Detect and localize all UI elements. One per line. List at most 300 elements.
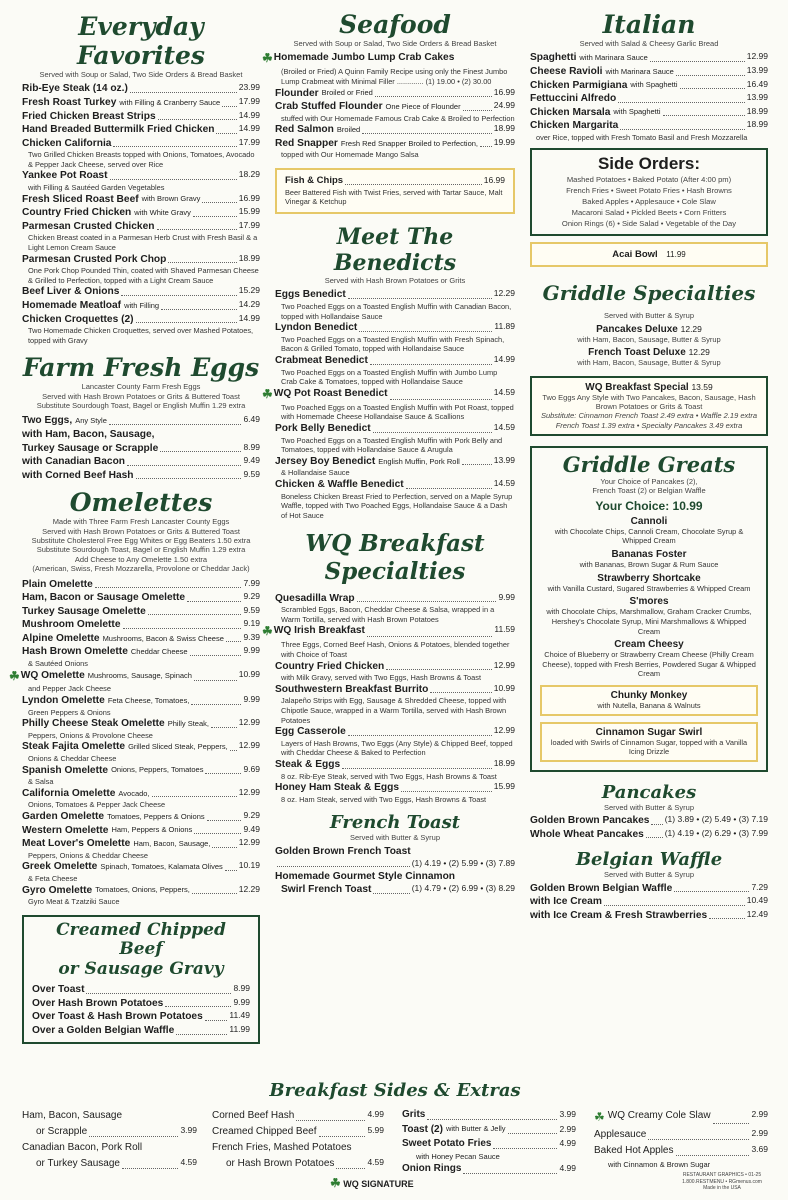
omelette-item-price: 9.99 <box>243 694 260 705</box>
seafood-item-name: Crab Stuffed Flounder <box>275 101 383 113</box>
creamed-item-name: Over a Golden Belgian Waffle <box>32 1025 175 1037</box>
farm-item-name: Turkey Sausage or Scrapple <box>22 442 159 454</box>
side-orders-box <box>530 148 768 236</box>
omelette-item-mod: Ham, Peppers & Onions <box>111 825 193 835</box>
benedict-item-mod: English Muffin, Pork Roll <box>378 456 460 466</box>
benedict-item-name: Crabmeat Benedict <box>275 354 368 366</box>
benedict-item-name: WQ Pot Roast Benedict <box>273 387 388 399</box>
benedict-item-name: Pork Belly Benedict <box>275 422 371 434</box>
seafood-item-mod: Fresh Red Snapper Broiled to Perfection, <box>340 138 479 148</box>
omelette-item-mod: Cheddar Cheese <box>130 647 188 657</box>
benedicts-title: Meet The Benedicts <box>333 223 457 276</box>
sides-item-price: 2.99 <box>559 1123 576 1134</box>
italian-item <box>530 106 768 120</box>
sides-item <box>22 1140 197 1156</box>
dot-leader <box>620 119 744 130</box>
creamed-item-price: 11.49 <box>229 1010 250 1021</box>
dot-leader <box>136 313 237 324</box>
omelette-item-desc: & Feta Cheese <box>28 873 78 883</box>
wqbreakfast-item-name: Country Fried Chicken <box>275 660 385 672</box>
dot-leader <box>462 455 492 466</box>
everyday-item <box>22 253 260 267</box>
french-title: French Toast <box>329 812 461 834</box>
omelette-item-mod: Philly Steak, <box>167 719 209 729</box>
wqbreakfast-item-desc: Three Eggs, Corned Beef Hash, Onions & Potatoes, blended together with Choice of Toast <box>281 640 510 659</box>
pancakes-item1-prices: (1) 3.89 • (2) 5.49 • (3) 7.19 <box>664 814 768 825</box>
creamed-item-name: Over Hash Brown Potatoes <box>32 997 164 1009</box>
griddle-greats-item-desc: with Vanilla Custard, Sugared Strawberries & Whipped Cream <box>547 583 751 593</box>
sides-col2 <box>212 1108 384 1172</box>
everyday-item-mod: with Filling <box>124 300 160 310</box>
dot-leader <box>319 1124 366 1137</box>
wqbreakfast-item <box>275 660 515 674</box>
wqbreakfast-item-price: 10.99 <box>493 682 515 693</box>
everyday-item <box>22 96 260 110</box>
dot-leader <box>161 299 237 310</box>
dot-leader <box>430 683 491 694</box>
farm-item <box>22 455 260 469</box>
pancakes-deluxe-desc: with Ham, Bacon, Sausage, Butter & Syrup <box>577 334 721 344</box>
everyday-item-price: 17.99 <box>238 219 260 230</box>
wqbreakfast-item-name: Southwestern Breakfast Burrito <box>275 683 429 695</box>
fish-price: 16.99 <box>483 175 505 186</box>
omelette-item-name: Greek Omelette <box>22 861 98 873</box>
omelette-item-mod: Tomatoes, Peppers & Onions <box>107 811 205 821</box>
french-item1 <box>275 845 515 859</box>
everyday-item-mod: with Brown Gravy <box>141 194 201 204</box>
everyday-item-desc: Two Homemade Chicken Croquettes, served over Mashed Potatoes, topped with Gravy <box>28 326 254 345</box>
sides-item-name: with Cinnamon & Brown Sugar <box>608 1160 711 1170</box>
everyday-item-name: Chicken Croquettes (2) <box>22 313 134 325</box>
sides-item-price: 3.69 <box>751 1144 768 1155</box>
dot-leader <box>225 860 237 871</box>
sides-item-name: Onion Rings <box>402 1163 462 1175</box>
omelette-item-name: Gyro Omelette <box>22 884 93 896</box>
farm-item-name: Two Eggs, <box>22 415 73 427</box>
omelette-item <box>22 645 260 659</box>
omelette-item <box>9 668 260 685</box>
fish-item <box>285 175 505 188</box>
side-orders-line: Mashed Potatoes • Baked Potato (After 4:00 pm) <box>566 175 732 185</box>
french-item2-prices: (1) 4.79 • (2) 6.99 • (3) 8.29 <box>411 883 515 894</box>
margarita-desc: over Rice, topped with Fresh Tomato Basil and Fresh Mozzarella <box>536 132 748 142</box>
belgian-item <box>530 909 768 923</box>
everyday-item-price: 15.99 <box>238 206 260 217</box>
dot-leader <box>160 442 241 453</box>
dot-leader <box>168 253 236 264</box>
french-deluxe <box>530 347 768 358</box>
omelettes-sub-line: Add Cheese to Any Omelette 1.50 extra <box>74 554 208 564</box>
omelette-item <box>22 810 260 824</box>
dot-leader <box>373 422 492 433</box>
wqbreakfast-item-desc: 8 oz. Rib-Eye Steak, served with Two Eggs, Hash Browns & Toast <box>281 771 497 781</box>
seafood-item-name: Homemade Jumbo Lump Crab Cakes <box>273 52 455 64</box>
dot-leader <box>127 455 241 466</box>
sides-item <box>594 1108 768 1127</box>
sides-title: Breakfast Sides & Extras <box>269 1080 521 1101</box>
omelette-item-price: 12.99 <box>238 786 260 797</box>
dot-leader <box>713 1108 750 1124</box>
belgian-item-name: with Ice Cream <box>530 896 602 908</box>
farm-item <box>22 469 260 483</box>
dot-leader <box>618 92 744 103</box>
wqbreakfast-item <box>275 683 515 697</box>
benedict-item-price: 14.99 <box>493 353 515 364</box>
pancakes-deluxe-name: Pancakes Deluxe <box>596 323 678 335</box>
dot-leader <box>158 110 237 121</box>
omelette-item <box>22 787 260 801</box>
benedict-item <box>275 478 515 492</box>
seafood-item-desc: topped with Our Homemade Mango Salsa <box>281 150 419 160</box>
sides-item-price: 5.99 <box>367 1125 384 1135</box>
pancakes-title: Pancakes <box>601 781 697 803</box>
omelette-item-price: 7.99 <box>243 577 260 588</box>
signature-text: WQ SIGNATURE <box>343 1179 414 1189</box>
sides-item-mod: with Butter & Jelly <box>445 1124 506 1134</box>
omelette-item-price: 9.19 <box>243 618 260 629</box>
omelette-item-desc: Green Peppers & Onions <box>28 707 111 717</box>
omelette-item-price: 9.59 <box>243 604 260 615</box>
everyday-item-name: Country Fried Chicken <box>22 207 132 219</box>
omelette-item-price: 9.69 <box>243 763 260 774</box>
omelette-item-price: 9.49 <box>243 823 260 834</box>
side-orders-line: French Fries • Sweet Potato Fries • Hash Browns <box>566 186 732 196</box>
omelette-item-name: Spanish Omelette <box>22 764 109 776</box>
side-orders-lines <box>538 174 760 229</box>
column-right <box>530 0 768 922</box>
dot-leader <box>86 983 231 994</box>
seafood-item-name: Flounder <box>275 87 319 99</box>
omelette-item <box>22 618 260 632</box>
omelettes-list <box>9 577 260 907</box>
sides-item-price: 3.99 <box>180 1125 197 1135</box>
everyday-item-desc: One Pork Chop Pounded Thin, coated with Shaved Parmesan Cheese & Grilled to Perfection, topped with a Light Cream Sauce <box>28 266 259 285</box>
chunky-desc: with Nutella, Banana & Walnuts <box>597 701 701 710</box>
omelette-item-name: Western Omelette <box>22 824 109 836</box>
signature-legend <box>330 1176 414 1190</box>
wqbreakfast-item-price: 18.99 <box>493 758 515 769</box>
everyday-item-mod: with Filling & Cranberry Sauce <box>119 97 221 107</box>
omelettes-sub-line: Served with Hash Brown Potatoes or Grits & Buttered Toast <box>42 526 240 536</box>
creamed-item-name: Over Toast <box>32 984 85 996</box>
omelettes-sub-line: Made with Three Farm Fresh Lancaster County Eggs <box>52 517 230 527</box>
dot-leader <box>493 1137 557 1149</box>
creamed-title1: Creamed Chipped Beef <box>56 919 226 960</box>
sides-item-price: 2.99 <box>751 1128 768 1139</box>
omelette-item-desc: Peppers, Onions & Provolone Cheese <box>28 730 153 740</box>
omelette-item <box>22 764 260 778</box>
cinnamon-box <box>540 722 758 762</box>
sides-item-name: Applesauce <box>594 1129 647 1141</box>
omelette-item-name: Turkey Sausage Omelette <box>22 605 146 617</box>
griddle-greats-sub1: Your Choice of Pancakes (2), <box>600 477 698 486</box>
everyday-item-name: Fresh Sliced Roast Beef <box>22 193 139 205</box>
dot-leader <box>109 414 242 425</box>
omelette-item-name: California Omelette <box>22 787 116 799</box>
farm-sub3: Substitute Sourdough Toast, Bagel or English Muffin 1.29 extra <box>36 401 246 411</box>
everyday-item <box>22 220 260 234</box>
omelette-item <box>22 860 260 874</box>
italian-item-price: 16.49 <box>746 78 768 89</box>
italian-item-name: Cheese Ravioli <box>530 65 603 77</box>
dot-leader <box>110 169 237 180</box>
italian-item <box>530 79 768 93</box>
griddle-greats-choice: Your Choice: 10.99 <box>595 498 703 513</box>
creamed-item-price: 11.99 <box>229 1024 250 1035</box>
dot-leader <box>121 285 236 296</box>
dot-leader <box>165 997 231 1008</box>
everyday-item-price: 14.99 <box>238 109 260 120</box>
dot-leader <box>296 1108 365 1121</box>
seafood-title: Seafood <box>339 10 451 39</box>
omelette-item-name: Plain Omelette <box>22 578 93 590</box>
griddle-greats-item-name: Bananas Foster <box>611 549 687 560</box>
everyday-item <box>22 313 260 327</box>
farm-sub1: Lancaster County Farm Fresh Eggs <box>81 382 201 392</box>
dot-leader <box>390 387 492 400</box>
everyday-item-desc: Two Grilled Chicken Breasts topped with Onions, Tomatoes, Avocado & Pepper Jack Cheese, served over Rice <box>28 150 255 169</box>
griddle-greats-item-desc: with Bananas, Brown Sugar & Rum Sauce <box>579 560 719 569</box>
everyday-item-mod: with White Gravy <box>134 207 191 217</box>
benedict-item-desc: Two Poached Eggs on a Toasted English Muffin with Pork Belly and Tomatoes, topped with Hollandaise Sauce & Arugula <box>281 435 503 455</box>
everyday-item <box>22 110 260 124</box>
dot-leader <box>357 592 497 603</box>
french-sub: Served with Butter & Syrup <box>349 833 441 843</box>
italian-item-name: Fettuccini Alfredo <box>530 93 617 105</box>
omelette-item <box>22 837 260 851</box>
italian-item-price: 18.99 <box>746 105 768 116</box>
wqbreakfast-item <box>262 624 515 640</box>
dot-leader <box>123 618 242 629</box>
creamed-item <box>32 1010 250 1024</box>
everyday-item-price: 18.29 <box>238 169 260 180</box>
wqbreakfast-item-desc: 8 oz. Ham Steak, served with Two Eggs, Hash Browns & Toast <box>281 794 487 804</box>
griddle-greats-sub2: French Toast (2) or Belgian Waffle <box>592 486 706 496</box>
sides-item <box>402 1123 576 1138</box>
italian-item-price: 13.99 <box>746 92 768 103</box>
sides-item-name: or Scrapple <box>36 1126 88 1137</box>
dot-leader <box>190 645 242 656</box>
wqbreakfast-item <box>275 758 515 772</box>
cinnamon-desc: loaded with Swirls of Cinnamon Sugar, topped with a Vanilla Icing Drizzle <box>550 737 748 757</box>
italian-item-price: 13.99 <box>746 64 768 75</box>
side-orders-line: Macaroni Salad • Pickled Beets • Corn Fritters <box>571 208 727 218</box>
seafood-item-price: 18.99 <box>493 123 515 134</box>
dot-leader <box>176 1024 227 1035</box>
griddle-greats-title: Griddle Greats <box>562 452 736 477</box>
wqbreakfast-item-price: 11.59 <box>494 624 515 635</box>
everyday-item-name: Beef Liver & Onions <box>22 286 120 298</box>
farm-item-name: with Ham, Bacon, Sausage, <box>22 429 155 440</box>
seafood-item <box>275 87 515 101</box>
sides-col4 <box>594 1108 768 1171</box>
wqbreakfast-item-price: 15.99 <box>493 781 515 792</box>
everyday-item <box>22 193 260 207</box>
acai-box <box>530 242 768 267</box>
omelettes-sub-line: (American, Swiss, Fresh Mozzarella, Provolone or Cheddar Jack) <box>32 564 250 574</box>
acai-name: Acai Bowl <box>612 249 658 261</box>
side-orders-title: Side Orders: <box>597 154 701 174</box>
sides-item-name: Ham, Bacon, Sausage <box>22 1110 123 1121</box>
sides-item-price: 4.99 <box>559 1138 576 1148</box>
dot-leader <box>401 781 492 792</box>
wqbreakfast-item-name: Honey Ham Steak & Eggs <box>275 782 399 794</box>
sides-item-name: Toast (2) <box>402 1123 443 1135</box>
omelette-item-name: Hash Brown Omelette <box>22 646 128 658</box>
sides-item-name: Creamed Chipped Beef <box>212 1126 317 1137</box>
wqbreakfast-item-price: 12.99 <box>493 725 515 736</box>
omelette-item <box>22 824 260 838</box>
everyday-item-name: Yankee Pot Roast <box>22 170 108 182</box>
pancakes-item1 <box>530 814 768 828</box>
belgian-item-price: 7.29 <box>751 881 768 892</box>
omelette-item-name: Lyndon Omelette <box>22 695 105 707</box>
seafood-item-price: 24.99 <box>493 100 515 111</box>
french-deluxe-price: 12.29 <box>688 347 710 358</box>
griddle-greats-item-desc: with Chocolate Chips, Cannoli Cream, Chocolate Syrup & Whipped Cream <box>554 526 744 546</box>
wq-special-desc: Two Eggs Any Style with Two Pancakes, Bacon, Sausage, Hash Brown Potatoes or Grits & Toast <box>542 392 756 411</box>
wq-special-box <box>530 376 768 437</box>
dot-leader <box>680 79 745 90</box>
dot-leader <box>406 478 492 489</box>
farm-item-name: with Canadian Bacon <box>22 456 126 468</box>
benedict-item-name: Jersey Boy Benedict <box>275 455 376 467</box>
italian-list <box>530 51 768 132</box>
shamrock-icon: ☘ <box>9 668 20 683</box>
griddle-greats-box <box>530 446 768 772</box>
everyday-item <box>22 206 260 220</box>
dot-leader <box>202 193 236 204</box>
sides-item <box>22 1156 197 1172</box>
sides-item-name: Baked Hot Apples <box>594 1145 674 1157</box>
italian-item-mod: with Marinara Sauce <box>579 53 648 63</box>
benedict-item-name: Chicken & Waffle Benedict <box>275 478 404 490</box>
omelette-item-mod: Tomatoes, Onions, Peppers, <box>95 885 190 895</box>
pancakes-item2 <box>530 828 768 842</box>
sides-item-name: WQ Creamy Cole Slaw <box>607 1110 711 1121</box>
seafood-sub: Served with Soup or Salad, Two Side Orders & Bread Basket <box>293 39 497 48</box>
farm-list <box>22 414 260 482</box>
shamrock-icon: ☘ <box>262 51 273 66</box>
italian-item-mod: with Spaghetti <box>630 80 678 90</box>
sides-col1 <box>22 1108 197 1172</box>
omelette-item-price: 12.99 <box>238 837 260 848</box>
omelette-item <box>22 740 260 754</box>
omelette-item <box>22 884 260 898</box>
creamed-item-price: 9.99 <box>233 996 250 1007</box>
omelette-item-name: Meat Lover's Omelette <box>22 838 131 850</box>
omelette-item-desc: & Salsa <box>28 777 54 787</box>
sides-item <box>212 1124 384 1140</box>
omelettes-sub-line: Substitute Sourdough Toast, Bagel or English Muffin 1.29 extra <box>36 545 246 555</box>
dot-leader <box>676 65 745 76</box>
everyday-item <box>22 123 260 137</box>
fish-box <box>275 168 515 214</box>
dot-leader <box>211 717 237 728</box>
everyday-item-price: 16.99 <box>238 192 260 203</box>
sides-item-name: Corned Beef Hash <box>212 1110 295 1121</box>
omelette-item-desc: Onions, Tomatoes & Pepper Jack Cheese <box>28 800 166 810</box>
farm-item <box>22 428 260 442</box>
omelette-item <box>22 632 260 646</box>
dot-leader <box>342 758 492 769</box>
benedict-item-name: Eggs Benedict <box>275 289 346 301</box>
fish-name: Fish & Chips <box>285 175 344 187</box>
omelette-item-desc: and Pepper Jack Cheese <box>28 684 111 694</box>
farm-title: Farm Fresh Eggs <box>22 353 260 383</box>
dot-leader <box>187 591 241 602</box>
benedict-item <box>275 321 515 335</box>
benedict-item-desc: Two Poached Eggs on a Toasted English Muffin with Jumbo Lump Crab Cake & Tomatoes, topped with Hollandaise Sauce <box>281 367 498 387</box>
sides-item <box>22 1108 197 1124</box>
benedict-item-desc: Two Poached Eggs on a Toasted English Muffin with Pot Roast, topped with Homemade Cheese Hollandaise Sauce & Scallions <box>281 402 514 422</box>
omelette-item-price: 10.19 <box>238 860 260 871</box>
sides-item <box>212 1108 384 1124</box>
benedict-item-price: 12.29 <box>493 288 515 299</box>
farm-sub2: Served with Hash Brown Potatoes or Grits & Buttered Toast <box>42 391 240 401</box>
omelette-item-price: 12.29 <box>238 883 260 894</box>
creamed-list <box>32 983 250 1037</box>
farm-item-price: 9.59 <box>243 468 260 479</box>
seafood-item <box>275 123 515 137</box>
wqbreakfast-item-name: WQ Irish Breakfast <box>273 625 365 637</box>
omelette-item-price: 12.99 <box>238 717 260 728</box>
benedict-item-price: 14.59 <box>493 386 515 397</box>
omelette-item-mod: Mushrooms, Sausage, Spinach <box>87 671 192 681</box>
griddle-greats-item-name: Cannoli <box>630 515 668 527</box>
creamed-box <box>22 915 260 1044</box>
omelette-item-price: 9.29 <box>243 810 260 821</box>
creamed-item <box>32 1024 250 1038</box>
wqb-title2: Specialties <box>324 558 466 585</box>
chunky-name: Chunky Monkey <box>610 690 688 701</box>
pancakes-item2-name: Whole Wheat Pancakes <box>530 828 644 840</box>
wq-special-sub2: French Toast 1.39 extra • Specialty Pancakes 3.49 extra <box>555 420 743 430</box>
omelette-item-mod: Onions, Peppers, Tomatoes <box>111 765 204 775</box>
wq-special-name: WQ Breakfast Special <box>585 381 689 393</box>
omelette-item-mod: Mushrooms, Bacon & Swiss Cheese <box>102 633 224 643</box>
french-item1-price-row <box>275 858 515 869</box>
everyday-item-name: Rib-Eye Steak (14 oz.) <box>22 83 128 95</box>
french-deluxe-desc: with Ham, Bacon, Sausage, Butter & Syrup <box>577 358 721 368</box>
dot-leader <box>226 632 242 643</box>
farm-item-price: 9.49 <box>243 455 260 466</box>
benedicts-sub: Served with Hash Brown Potatoes or Grits <box>324 275 466 285</box>
dot-leader <box>157 220 237 231</box>
wqbreakfast-item <box>275 725 515 739</box>
italian-item-price: 12.99 <box>746 51 768 62</box>
griddle-greats-item-name: S'mores <box>629 596 669 608</box>
dot-leader <box>362 123 491 134</box>
wqbreakfast-item-desc: Scrambled Eggs, Bacon, Cheddar Cheese & Salsa, wrapped in a Warm Tortilla, served with Hash Brown Potatoes <box>281 605 495 624</box>
benedict-item-price: 14.59 <box>493 477 515 488</box>
sides-item <box>594 1143 768 1159</box>
cinnamon-name: Cinnamon Sugar Swirl <box>595 726 703 738</box>
seafood-item-name: Red Salmon <box>275 124 334 136</box>
wqbreakfast-item-name: Quesadilla Wrap <box>275 592 355 604</box>
sides-item-price: 2.99 <box>751 1109 768 1119</box>
benedict-item-desc: & Hollandaise Sauce <box>281 468 350 478</box>
dot-leader <box>194 669 237 682</box>
everyday-list <box>22 82 260 345</box>
dot-leader <box>650 51 745 62</box>
dot-leader <box>674 882 749 893</box>
dot-leader <box>508 1123 558 1135</box>
sides-item-name: Grits <box>402 1109 426 1120</box>
griddle-greats-item-name: Cream Cheesy <box>614 639 684 651</box>
everyday-item <box>22 285 260 299</box>
everyday-item <box>22 82 260 96</box>
